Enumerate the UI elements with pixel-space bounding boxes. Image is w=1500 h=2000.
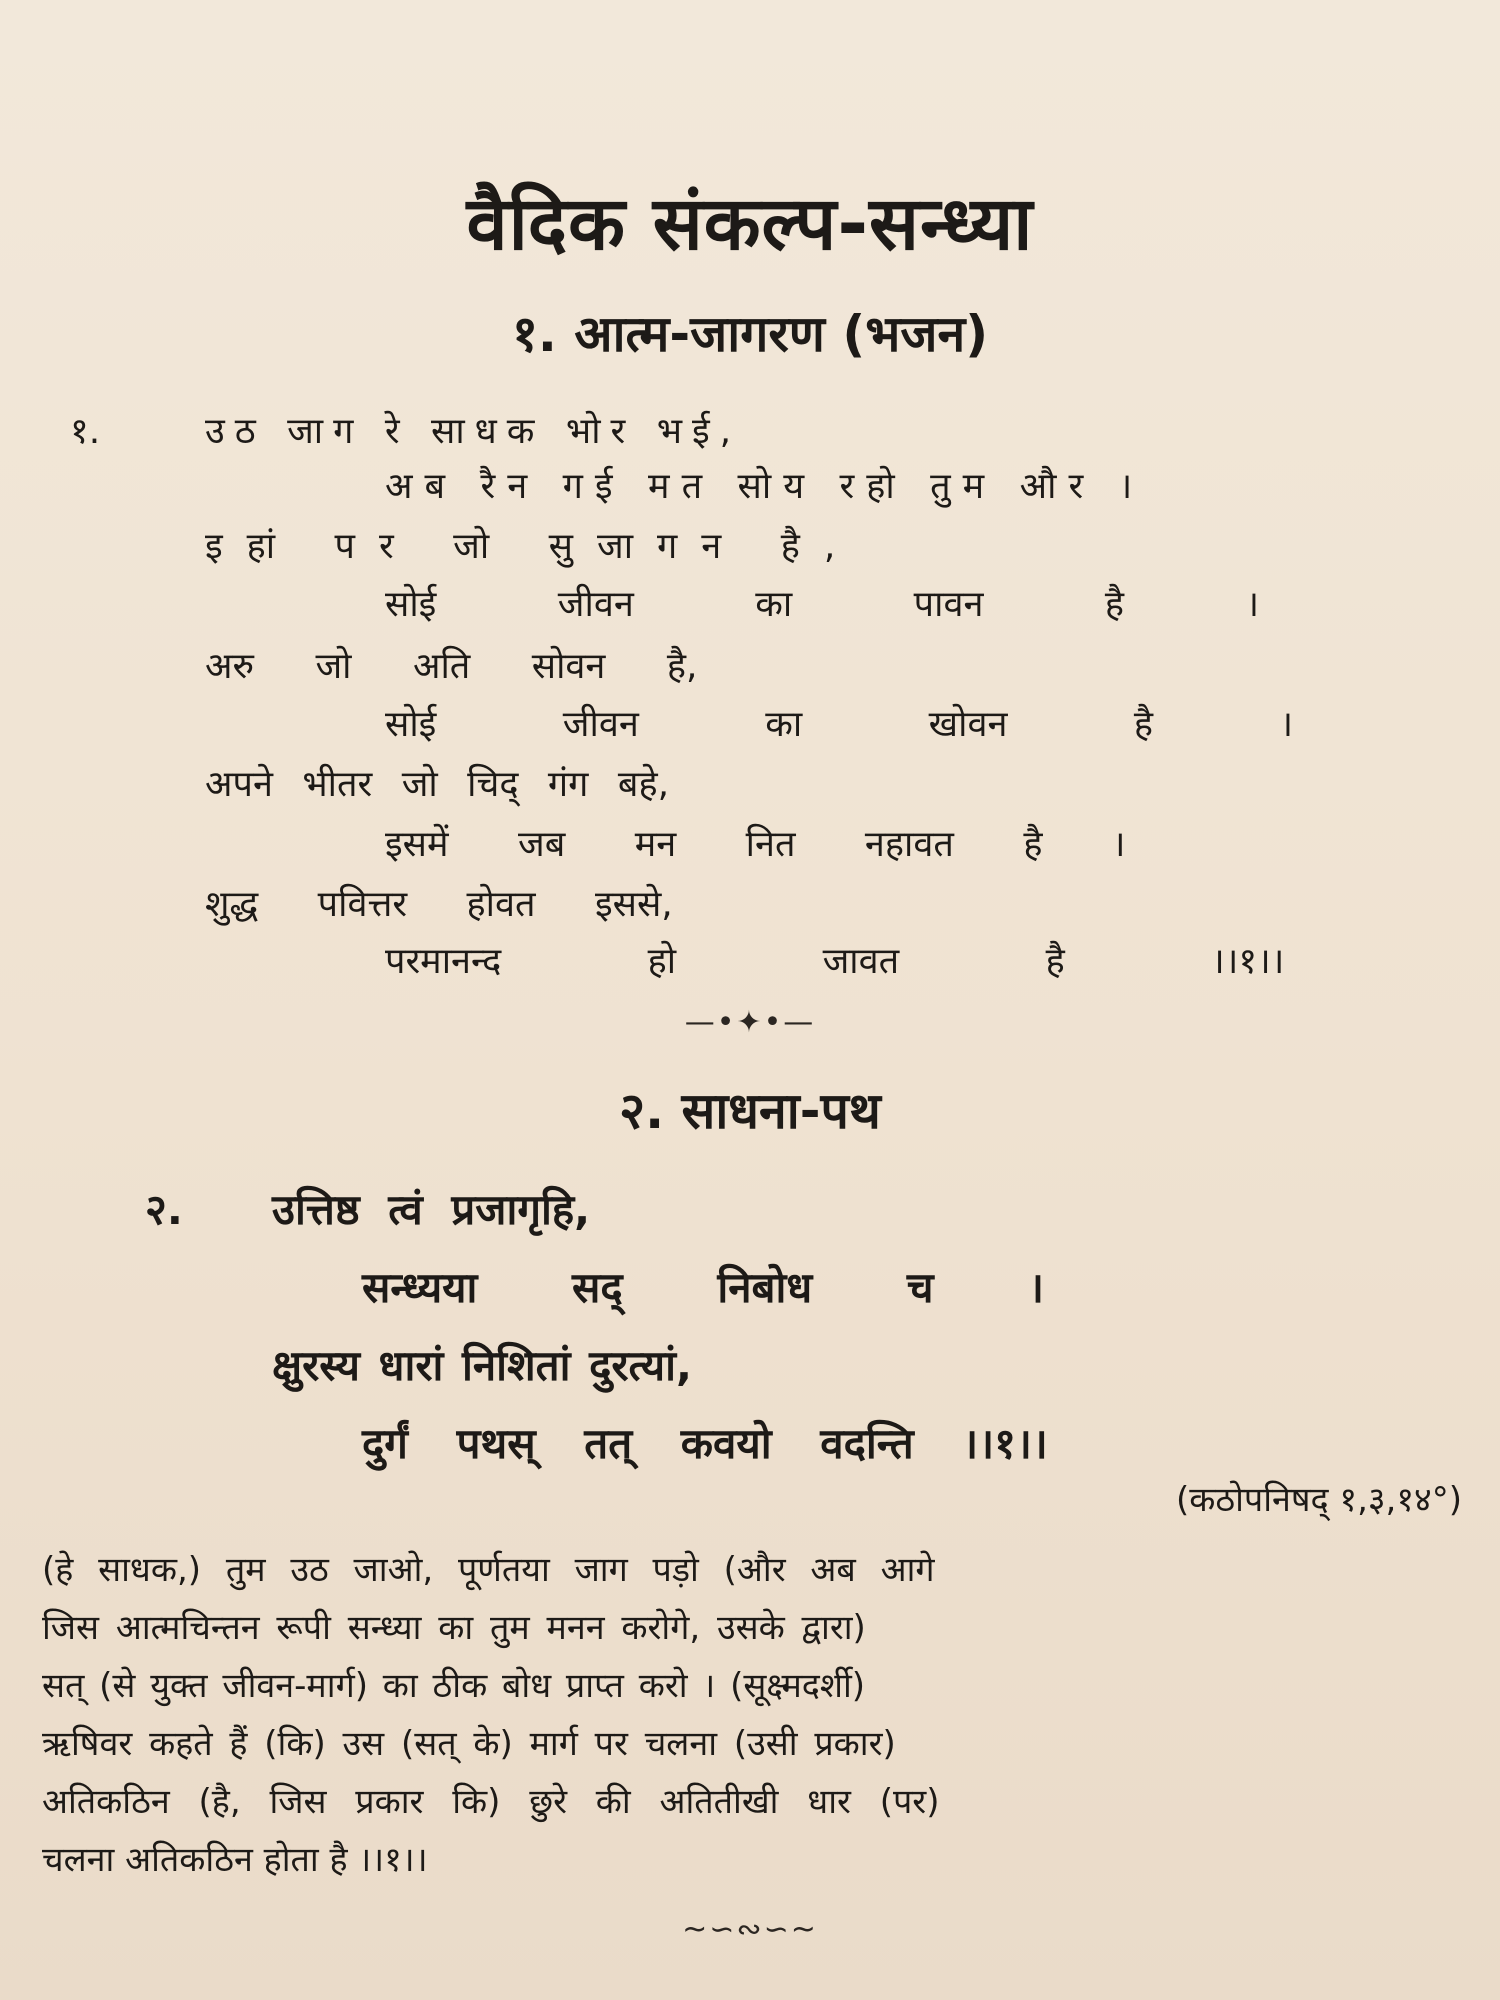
verse-line: अब रैन गई मत सोय रहो तुम और ।	[385, 466, 1145, 507]
sanskrit-line: उत्तिष्ठ त्वं प्रजागृहि,	[272, 1185, 591, 1234]
verse-number: १.	[70, 411, 101, 452]
sanskrit-line: दुर्गं पथस् तत् कवयो वदन्ति ।।१।।	[362, 1419, 1048, 1468]
section-heading-atma-jagaran: १. आत्म-जागरण (भजन)	[511, 305, 989, 363]
verse-line: उठ जाग रे साधक भोर भई,	[205, 411, 742, 452]
verse-line: अपने भीतर जो चिद् गंग बहे,	[205, 764, 670, 805]
translation-line: सत् (से युक्त जीवन-मार्ग) का ठीक बोध प्राप्त करो । (सूक्ष्मदर्शी)	[42, 1666, 866, 1706]
translation-line: (हे साधक,) तुम उठ जाओ, पूर्णतया जाग पड़ो (और अब आगे	[42, 1550, 935, 1590]
verse-line: इसमें जब मन नित नहावत है ।	[385, 824, 1126, 865]
sanskrit-line: सन्ध्यया सद् निबोध च ।	[362, 1263, 1045, 1312]
translation-line: ऋषिवर कहते हैं (कि) उस (सत् के) मार्ग पर चलना (उसी प्रकार)	[42, 1724, 896, 1764]
verse-line: इहां पर जो सुजागन है,	[205, 526, 860, 567]
citation: (कठोपनिषद् १,३,१४°)	[1175, 1480, 1462, 1520]
sanskrit-line: क्षुरस्य धारां निशितां दुरत्यां,	[272, 1341, 692, 1390]
section-heading-sadhana-path: २. साधना-पथ	[619, 1082, 881, 1140]
ornament-divider: ~∽∾∽~	[682, 1912, 818, 1947]
verse-number: २.	[145, 1185, 183, 1234]
translation-line: जिस आत्मचिन्तन रूपी सन्ध्या का तुम मनन करोगे, उसके द्वारा)	[42, 1608, 866, 1648]
verse-line: सोई जीवन का खोवन है ।	[385, 704, 1294, 745]
ornament-divider: —•✦•—	[684, 1005, 816, 1040]
verse-line: शुद्ध पवित्तर होवत इससे,	[205, 884, 673, 925]
translation-line: चलना अतिकठिन होता है ।।१।।	[42, 1840, 428, 1880]
verse-line: अरु जो अति सोवन है,	[205, 646, 698, 687]
translation-line: अतिकठिन (है, जिस प्रकार कि) छुरे की अतितीखी धार (पर)	[42, 1782, 940, 1822]
verse-line: परमानन्द हो जावत है ।।१।।	[385, 941, 1285, 982]
page-title: वैदिक संकल्प-सन्ध्या	[466, 181, 1034, 267]
verse-line: सोई जीवन का पावन है ।	[385, 584, 1260, 625]
